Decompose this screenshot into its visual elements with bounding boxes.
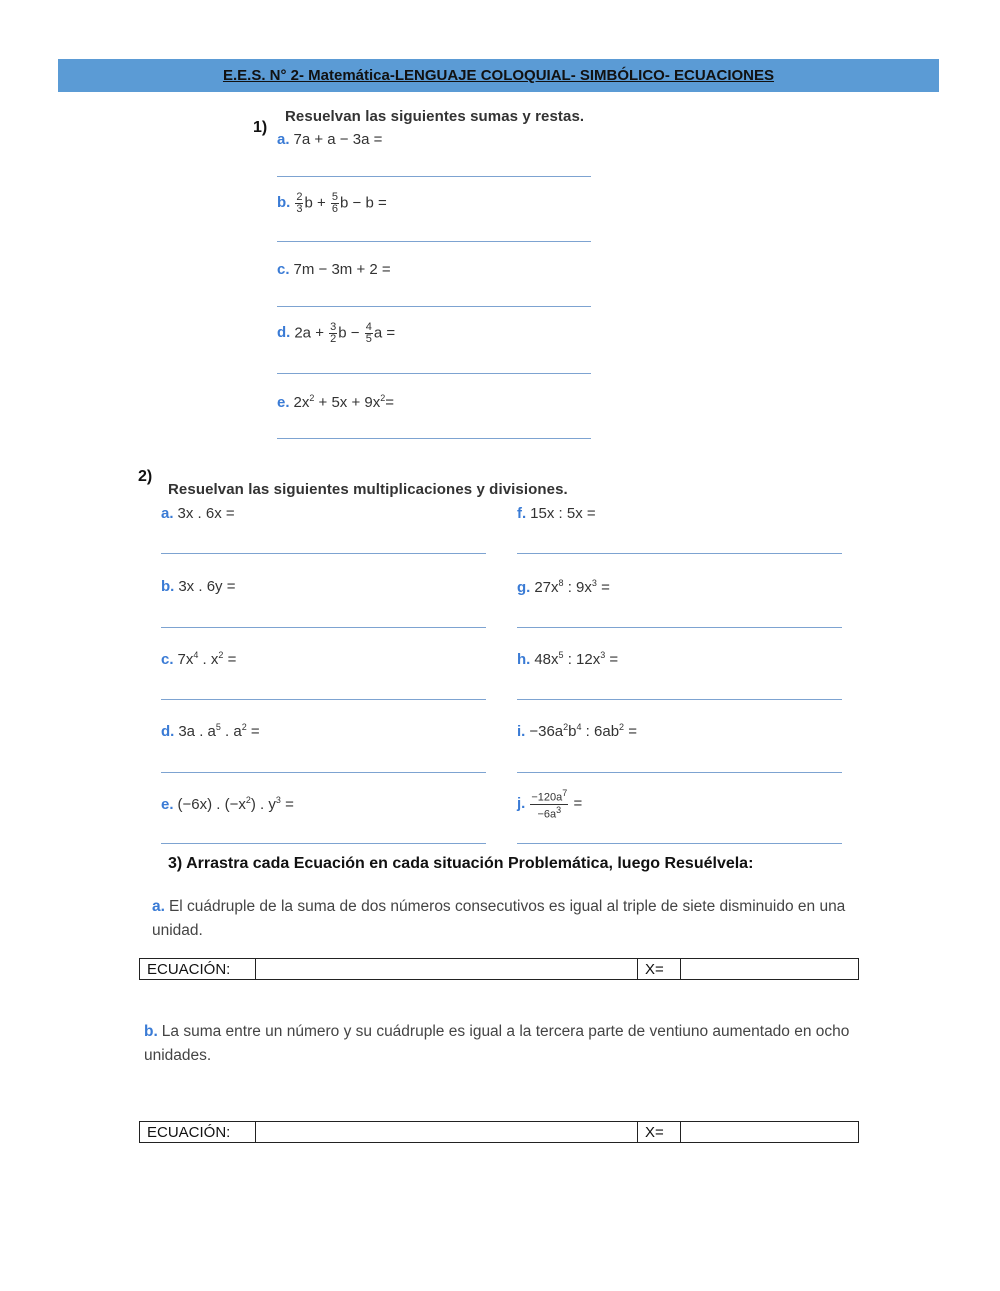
s2-answer-c[interactable]	[161, 699, 486, 700]
x-label: X=	[638, 959, 681, 980]
s2-answer-b[interactable]	[161, 627, 486, 628]
page-title: E.E.S. N° 2- Matemática-LENGUAJE COLOQUIAL- SIMBÓLICO- ECUACIONES	[222, 67, 775, 84]
s2-answer-h[interactable]	[517, 699, 842, 700]
s2-answer-a[interactable]	[161, 553, 486, 554]
fraction: $\frac{4}{5}$	[365, 321, 372, 345]
section2-number: 2)	[138, 468, 153, 485]
s1-item-a: a. 7a + a − 3a =	[277, 131, 383, 148]
fraction: $\frac{5}{6}$	[331, 191, 339, 215]
s2-item-i: i. $-36a^2b^4$ : $6ab^2$ =	[517, 722, 637, 740]
s2-answer-j[interactable]	[517, 843, 842, 844]
s2-item-c: c. $7x^4$ . $x^2$ =	[161, 650, 237, 668]
header-banner	[58, 59, 939, 92]
equation-label: ECUACIÓN:	[140, 1122, 256, 1143]
equation-table-b	[139, 1121, 859, 1143]
problem-a: a. El cuádruple de la suma de dos números consecutivos es igual al triple de siete disminuido en una unidad.	[152, 898, 846, 939]
s2-answer-e[interactable]	[161, 843, 486, 844]
section1-instruction: Resuelvan las siguientes sumas y restas.	[285, 108, 585, 125]
s2-answer-i[interactable]	[517, 772, 842, 773]
s1-item-e: e. $2x^2 + 5x + 9x^2=$	[277, 393, 395, 411]
equation-label: ECUACIÓN:	[140, 959, 256, 980]
problem-b: b. La suma entre un número y su cuádruple es igual a la tercera parte de ventiuno aumentado en ocho unidades.	[144, 1023, 850, 1064]
section3-title: 3) Arrastra cada Ecuación en cada situación Problemática, luego Resuélvela:	[168, 855, 754, 872]
s1-answer-d[interactable]	[277, 373, 591, 374]
x-answer-b[interactable]	[681, 1122, 859, 1143]
s1-answer-a[interactable]	[277, 176, 591, 177]
s1-item-b: b. $\frac{2}{3}$ b + $\frac{5}{6}$ b − b =	[277, 191, 387, 215]
s2-item-h: h. $48x^5$ : $12x^3$ =	[517, 650, 619, 668]
equation-table-a	[139, 958, 859, 980]
s2-item-b: b. 3x . 6y =	[161, 578, 236, 595]
s1-item-d: d. 2a + $\frac{3}{2}$ b − $\frac{4}{5}$ a =	[277, 321, 396, 345]
s2-answer-f[interactable]	[517, 553, 842, 554]
s2-item-a: a. 3x . 6x =	[161, 505, 235, 522]
s2-item-f: f. 15x : 5x =	[517, 505, 596, 522]
section2-instruction: Resuelvan las siguientes multiplicaciones y divisiones.	[168, 481, 568, 498]
s2-answer-g[interactable]	[517, 627, 842, 628]
equation-drop-a[interactable]	[256, 959, 638, 980]
s2-item-g: g. $27x^8$ : $9x^3$ =	[517, 578, 610, 596]
x-label: X=	[638, 1122, 681, 1143]
s2-item-j: j. $\frac{-120a^7}{-6a^3}$ =	[517, 788, 583, 821]
fraction: $\frac{3}{2}$	[330, 321, 337, 345]
s2-item-d: d. 3a . $a^5$ . $a^2$ =	[161, 722, 260, 740]
fraction: $\frac{2}{3}$	[296, 191, 303, 215]
x-answer-a[interactable]	[681, 959, 859, 980]
equation-drop-b[interactable]	[256, 1122, 638, 1143]
s2-item-e: e. (−6x) . $(-x^2)$ . $y^3$ =	[161, 795, 294, 813]
s1-answer-e[interactable]	[277, 438, 591, 439]
fraction: $\frac{-120a^7}{-6a^3}$	[531, 788, 568, 821]
s2-answer-d[interactable]	[161, 772, 486, 773]
section1-number: 1)	[253, 119, 268, 136]
s1-item-c: c. 7m − 3m + 2 =	[277, 261, 391, 278]
s1-answer-c[interactable]	[277, 306, 591, 307]
s1-answer-b[interactable]	[277, 241, 591, 242]
